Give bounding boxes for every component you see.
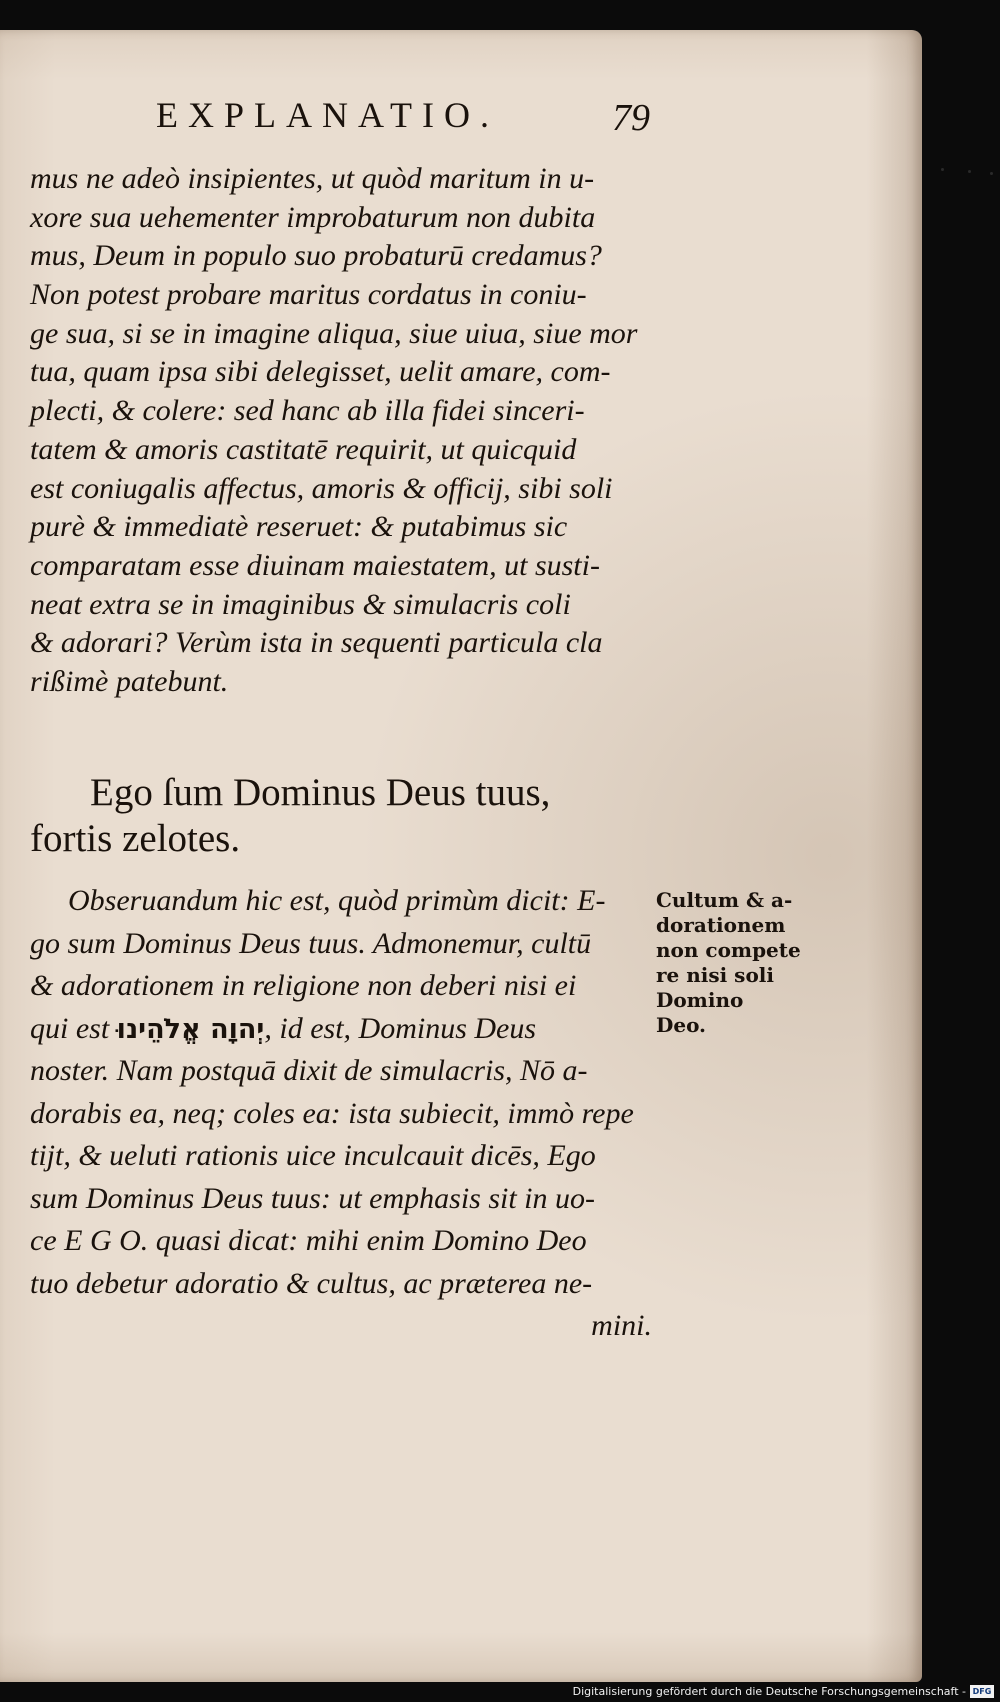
section-heading bbox=[30, 770, 670, 862]
marginal-line: non compete bbox=[656, 938, 801, 962]
text-line: & adorationem in religione non deberi nisi ei bbox=[30, 969, 577, 1002]
dfg-logo: DFG bbox=[970, 1685, 994, 1698]
heading-line: fortis zelotes. bbox=[30, 817, 241, 860]
text-line: mus, Deum in populo suo probaturū credamus? bbox=[30, 239, 602, 273]
digitization-credit: Digitalisierung gefördert durch die Deutsche Forschungsgemeinschaft - bbox=[572, 1685, 966, 1698]
page-number: 79 bbox=[612, 97, 650, 139]
text-line: purè & immediatè reseruet: & putabimus sic bbox=[30, 510, 568, 544]
text-line: comparatam esse diuinam maiestatem, ut susti- bbox=[30, 548, 600, 582]
text-line: xore sua uehementer improbaturum non dubita bbox=[30, 200, 596, 234]
text-fragment: , id est, Dominus Deus bbox=[264, 1011, 537, 1045]
book-page bbox=[0, 30, 922, 1682]
dust-speck bbox=[941, 168, 944, 171]
text-line: ce E G O. quasi dicat: mihi enim Domino Deo bbox=[30, 1224, 587, 1257]
text-line: plecti, & colere: sed hanc ab illa fidei sinceri- bbox=[30, 394, 585, 428]
text-line: & adorari? Verùm ista in sequenti particula cla bbox=[30, 626, 603, 660]
hebrew-divine-name: יְהוָה אֱלֹהֵינוּ bbox=[116, 1013, 265, 1045]
marginal-line: re nisi soli bbox=[656, 963, 774, 987]
text-line: ge sua, si se in imagine aliqua, siue uiua, siue mor bbox=[30, 316, 638, 350]
text-line: mini. bbox=[591, 1309, 652, 1342]
marginal-line: Deo. bbox=[656, 1013, 707, 1037]
heading-line: Ego ſum Dominus Deus tuus, bbox=[90, 771, 551, 814]
text-line: Obseruandum hic est, quòd primùm dicit: E- bbox=[68, 884, 606, 917]
text-line: sum Dominus Deus tuus: ut emphasis sit in uo- bbox=[30, 1181, 596, 1215]
marginal-line: dorationem bbox=[656, 913, 786, 937]
paragraph-1 bbox=[30, 160, 650, 702]
text-fragment: qui est bbox=[30, 1011, 117, 1045]
text-line: est coniugalis affectus, amoris & officij, sibi soli bbox=[30, 471, 613, 505]
marginal-line: Domino bbox=[656, 988, 744, 1012]
text-line: go sum Dominus Deus tuus. Admonemur, cultū bbox=[30, 926, 592, 960]
running-title: EXPLANATIO. bbox=[156, 95, 499, 135]
dust-speck bbox=[968, 170, 971, 173]
paragraph-2 bbox=[30, 880, 660, 1348]
text-line: tuo debetur adoratio & cultus, ac præterea ne- bbox=[30, 1266, 593, 1300]
text-line: mus ne adeò insipientes, ut quòd maritum in u- bbox=[30, 162, 595, 195]
page-header bbox=[0, 88, 922, 138]
text-line: dorabis ea, neq; coles ea: ista subiecit, immò repe bbox=[30, 1096, 634, 1130]
marginal-note bbox=[656, 888, 806, 1038]
marginal-line: Cultum & a- bbox=[656, 888, 793, 912]
text-line: neat extra se in imaginibus & simulacris coli bbox=[30, 587, 571, 621]
text-line: Non potest probare maritus cordatus in coniu- bbox=[30, 278, 587, 312]
text-line: tijt, & ueluti rationis uice inculcauit dicēs, Ego bbox=[30, 1139, 596, 1172]
text-line-with-hebrew bbox=[30, 1008, 660, 1051]
text-line: noster. Nam postquā dixit de simulacris, Nō a- bbox=[30, 1054, 588, 1087]
dust-speck bbox=[990, 172, 993, 175]
text-line: tua, quam ipsa sibi delegisset, uelit amare, com- bbox=[30, 355, 611, 389]
text-line: rißimè patebunt. bbox=[30, 664, 229, 698]
text-line: tatem & amoris castitatē requirit, ut quicquid bbox=[30, 432, 577, 466]
